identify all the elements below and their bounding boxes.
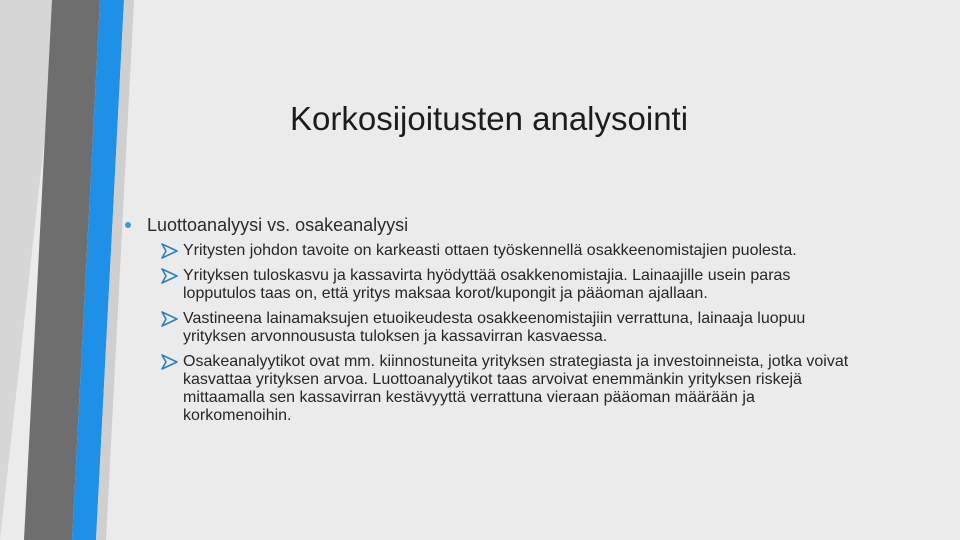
sub-bullet	[120, 267, 860, 303]
slide-content	[120, 212, 860, 432]
bullet-text: Luottoanalyysi vs. osakeanalyysi	[147, 215, 409, 235]
sub-bullet	[120, 310, 860, 346]
sub-bullet	[120, 242, 860, 260]
arrow-bullet-icon	[161, 268, 179, 284]
arrow-bullet-icon	[161, 311, 179, 327]
bullet-level1	[120, 212, 860, 238]
sub-bullet-text: Vastineena lainamaksujen etuoikeudesta osakkeenomistajiin verrattuna, lainaaja luopuu yrityksen arvonnoususta tuloksen ja kassavirran kasvaessa.	[183, 310, 806, 345]
sub-bullet	[120, 353, 860, 425]
sub-bullet-text: Yrityksen tuloskasvu ja kassavirta hyödyttää osakkenomistajia. Lainaajille usein paras lopputulos taas on, että yritys maksaa korot/kupongit ja pääoman ajallaan.	[183, 267, 791, 302]
slide-title: Korkosijoitusten analysointi	[290, 100, 689, 137]
sub-bullet-text: Yritysten johdon tavoite on karkeasti ottaen työskennellä osakkeenomistajien puolesta.	[183, 242, 797, 259]
arrow-bullet-icon	[161, 354, 179, 370]
sub-bullet-text: Osakeanalyytikot ovat mm. kiinnostuneita yrityksen strategiasta ja investoinneista, jotka voivat kasvattaa yrityksen arvoa. Luottoanalyytikot taas arvoivat enemmänkin yrityksen riskejä mittaamalla sen kassavirran kestävyyttä verrattuna vieraan pääoman määrään ja korkomenoihin.	[183, 353, 849, 424]
dot-bullet-icon	[125, 222, 131, 228]
arrow-bullet-icon	[161, 243, 179, 259]
